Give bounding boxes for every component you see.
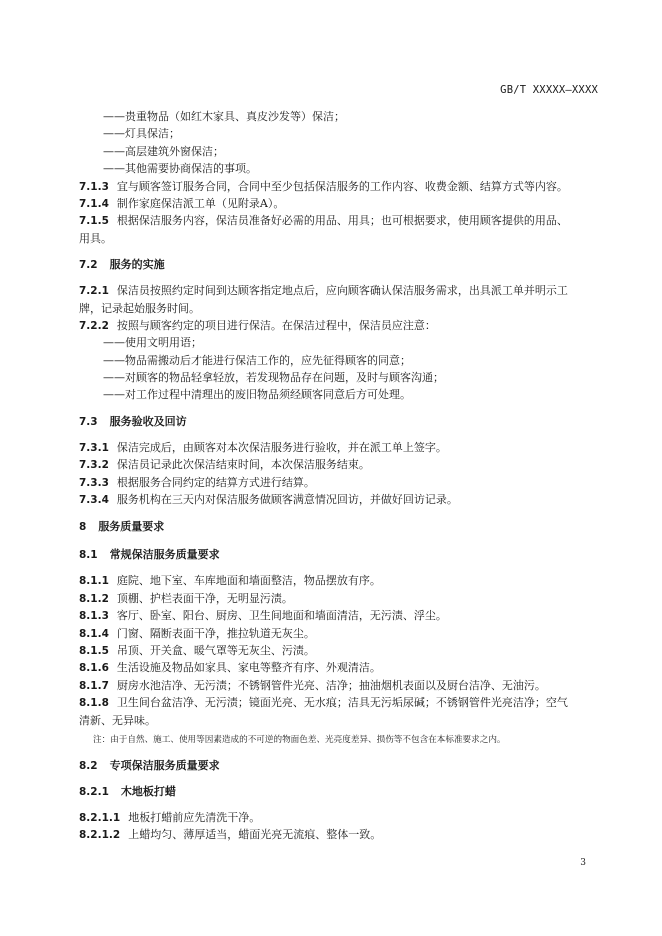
list-item: ——对工作过程中清理出的废旧物品须经顾客同意后方可处理。 — [103, 388, 411, 402]
clause-number: 8.1.5 — [79, 644, 109, 657]
clause-text: 庭院、地下室、车库地面和墙面整洁，物品摆放有序。 — [116, 574, 381, 588]
clause-8-1-6 — [79, 659, 603, 676]
clause-continuation: 清新、无异味。 — [79, 713, 156, 727]
clause-text: 门窗、隔断表面干净，推拉轨道无灰尘。 — [116, 626, 315, 640]
clause-number: 8.1.7 — [79, 679, 109, 692]
clause-8-1-8 — [79, 694, 603, 711]
document-code-header: GB/T XXXXX—XXXX — [500, 84, 598, 96]
clause-number: 7.1.5 — [79, 215, 109, 228]
clause-text: 生活设施及物品如家具、家电等整齐有序、外观清洁。 — [116, 661, 381, 675]
clause-text: 厨房水池洁净、无污渍；不锈钢管件光亮、洁净；抽油烟机表面以及厨台洁净、无油污。 — [116, 678, 546, 692]
clause-number: 8.1.1 — [79, 575, 109, 588]
clause-text: 保洁员记录此次保洁结束时间，本次保洁服务结束。 — [116, 458, 370, 472]
clause-8-1-3 — [79, 607, 603, 624]
clause-text: 宜与顾客签订服务合同，合同中至少包括保洁服务的工作内容、收费金额、结算方式等内容。 — [116, 179, 568, 193]
clause-text: 上蜡均匀、薄厚适当，蜡面光亮无流痕、整体一致。 — [128, 828, 382, 842]
clause-number: 7.2.1 — [79, 285, 109, 298]
section-title: 常规保洁服务质量要求 — [109, 548, 220, 562]
clause-text: 顶棚、护栏表面干净，无明显污渍。 — [116, 591, 293, 605]
list-item: ——贵重物品（如红木家具、真皮沙发等）保洁； — [103, 110, 345, 123]
list-item: ——其他需要协商保洁的事项。 — [103, 162, 257, 176]
clause-text: 保洁完成后，由顾客对本次保洁服务进行验收，并在派工单上签字。 — [116, 440, 447, 454]
clause-number: 7.3.1 — [79, 441, 109, 454]
chapter-heading-8 — [79, 518, 603, 535]
clause-8-1-2 — [79, 590, 603, 607]
clause-continuation: 用具。 — [79, 231, 112, 245]
clause-number: 7.3.2 — [79, 459, 109, 472]
clause-7-3-4 — [79, 491, 603, 508]
document-body — [79, 108, 603, 844]
clause-8-1-7 — [79, 677, 603, 694]
clause-text: 客厅、卧室、阳台、厨房、卫生间地面和墙面清洁，无污渍、浮尘。 — [116, 609, 447, 623]
clause-number: 8.2.1.1 — [79, 811, 121, 824]
clause-text: 吊顶、开关盒、暖气罩等无灰尘、污渍。 — [116, 643, 315, 657]
list-item: ——对顾客的物品轻拿轻放，若发现物品存在问题，及时与顾客沟通； — [103, 371, 444, 385]
clause-number: 8.1.6 — [79, 662, 109, 675]
clause-8-1-4 — [79, 625, 603, 642]
clause-8-1-1 — [79, 572, 603, 589]
clause-number: 8.1.2 — [79, 592, 109, 605]
clause-7-2-1 — [79, 282, 603, 299]
clause-7-1-3 — [79, 178, 603, 195]
clause-number: 7.3.4 — [79, 494, 109, 507]
clause-7-3-3 — [79, 474, 603, 491]
section-title: 专项保洁服务质量要求 — [109, 758, 220, 772]
clause-7-3-2 — [79, 456, 603, 473]
clause-number: 8.1.4 — [79, 627, 109, 640]
section-title: 服务验收及回访 — [109, 414, 187, 428]
section-heading-7-3 — [79, 413, 603, 430]
chapter-number: 8 — [79, 521, 87, 534]
clause-text: 根据服务合同约定的结算方式进行结算。 — [116, 475, 315, 489]
list-item: ——物品需搬动后才能进行保洁工作的，应先征得顾客的同意； — [103, 353, 411, 367]
clause-text: 保洁员按照约定时间到达顾客指定地点后，应向顾客确认保洁服务需求，出具派工单并明示工 — [116, 284, 568, 298]
subsection-heading-8-2-1 — [79, 783, 603, 800]
clause-8-2-1-2 — [79, 826, 603, 843]
clause-8-2-1-1 — [79, 809, 603, 826]
list-item: ——使用文明用语； — [103, 336, 202, 350]
section-title: 服务的实施 — [109, 258, 165, 272]
clause-text: 服务机构在三天内对保洁服务做顾客满意情况回访，并做好回访记录。 — [116, 493, 458, 507]
clause-number: 7.1.3 — [79, 180, 109, 193]
list-item: ——灯具保洁； — [103, 127, 180, 141]
clause-7-3-1 — [79, 439, 603, 456]
clause-number: 8.2.1.2 — [79, 829, 121, 842]
list-item: ——高层建筑外窗保洁； — [103, 144, 224, 158]
clause-number: 8.1.8 — [79, 697, 109, 710]
clause-7-1-5 — [79, 212, 603, 229]
clause-7-2-2 — [79, 317, 603, 334]
section-number: 7.2 — [79, 259, 98, 272]
section-number: 8.1 — [79, 549, 98, 562]
clause-number: 7.2.2 — [79, 319, 109, 332]
clause-text: 按照与顾客约定的项目进行保洁。在保洁过程中，保洁员应注意： — [116, 318, 436, 332]
clause-text: 卫生间台盆洁净、无污渍；镜面光亮、无水痕；洁具无污垢尿碱；不锈钢管件光亮洁净；空气 — [116, 696, 568, 710]
clause-number: 7.1.4 — [79, 197, 109, 210]
page-number: 3 — [580, 858, 586, 868]
clause-number: 8.1.3 — [79, 610, 109, 623]
section-number: 7.3 — [79, 415, 98, 428]
subsection-number: 8.2.1 — [79, 785, 109, 798]
note-text: 注：由于自然、施工、使用等因素造成的不可逆的物面色差、光亮度差异、损伤等不包含在本标准要求之内。 — [93, 734, 506, 745]
subsection-title: 木地板打蜡 — [120, 784, 176, 798]
clause-number: 7.3.3 — [79, 476, 109, 489]
section-number: 8.2 — [79, 759, 98, 772]
section-heading-8-2 — [79, 757, 603, 774]
clause-text: 地板打蜡前应先清洗干净。 — [128, 810, 261, 824]
clause-text: 制作家庭保洁派工单（见附录A）。 — [116, 196, 285, 210]
section-heading-7-2 — [79, 256, 603, 273]
section-heading-8-1 — [79, 546, 603, 563]
clause-7-1-4 — [79, 195, 603, 212]
clause-8-1-5 — [79, 642, 603, 659]
clause-continuation: 牌，记录起始服务时间。 — [79, 301, 200, 315]
chapter-title: 服务质量要求 — [98, 520, 165, 534]
clause-text: 根据保洁服务内容，保洁员准备好必需的用品、用具；也可根据要求，使用顾客提供的用品、 — [116, 214, 568, 228]
